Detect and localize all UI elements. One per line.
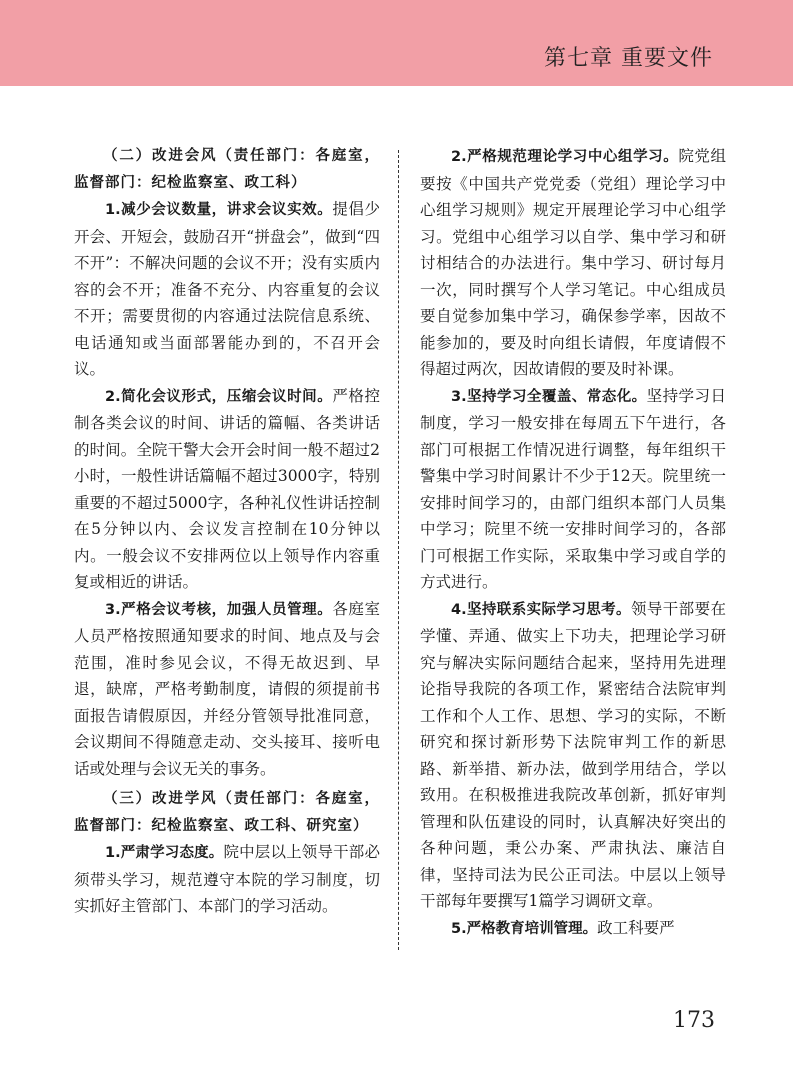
item-title: 5.严格教育培训管理。 bbox=[451, 920, 598, 937]
item-body: 各庭室人员严格按照通知要求的时间、地点及与会范围，准时参见会议，不得无故迟到、早退，缺席，严格考勤制度，请假的须提前书面报告请假原因，并经分管领导批准同意，会议期间不得随意走动、交头接耳、接听电话或处理与会议无关的事务。 bbox=[74, 599, 380, 778]
item-title: 3.严格会议考核，加强人员管理。 bbox=[105, 601, 333, 618]
item-title: 2.简化会议形式，压缩会议时间。 bbox=[105, 388, 333, 405]
item-title: 1.减少会议数量，讲求会议实效。 bbox=[105, 202, 333, 218]
page-number: 173 bbox=[673, 1008, 715, 1033]
column-divider bbox=[398, 150, 399, 950]
item-body: 提倡少开会、开短会，鼓励召开“拼盘会”，做到“四不开”：不解决问题的会议不开；没有实质内容的会不开；准备不充分、内容重复的会议不开；需要贯彻的内容通过法院信息系统、电话通知或当面部署能办到的，不召开会议。 bbox=[74, 200, 380, 378]
paragraph bbox=[420, 915, 726, 943]
item-title: 1.严肃学习态度。 bbox=[105, 845, 224, 861]
item-body: 领导干部要在学懂、弄通、做实上下功夫，把理论学习研究与解决实际问题结合起来，坚持用先进理论指导我院的各项工作，紧密结合法院审判工作和个人工作、思想、学习的实际，不断研究和探讨新形势下法院审判工作的新思路、新举措、新办法，做到学用结合，学以致用。在积极推进我院改革创新，抓好审判管理和队伍建设的同时，认真解决好突出的各种问题，秉公办案、严肃执法、廉洁自律，坚持司法为民公正司法。中层以上领导干部每年要撰写1篇学习调研文章。 bbox=[420, 599, 726, 910]
paragraph bbox=[74, 383, 380, 596]
item-title: 4.坚持联系实际学习思考。 bbox=[451, 601, 631, 618]
chapter-header-band bbox=[0, 0, 793, 86]
section-heading: （二）改进会风（责任部门：各庭室，监督部门：纪检监察室、政工科） bbox=[74, 148, 380, 191]
item-body: 院党组要按《中国共产党党委（党组）理论学习中心组学习规则》规定开展理论学习中心组学习。党组中心组学习以自学、集中学习和研讨相结合的办法进行。集中学习、研讨每月一次，同时撰写个人学习笔记。中心组成员要自觉参加集中学习，确保参学率，因故不能参加的，要及时向组长请假，年度请假不得超过两次，因故请假的要及时补课。 bbox=[420, 147, 726, 378]
item-body: 坚持学习日制度，学习一般安排在每周五下午进行，各部门可根据工作情况进行调整，每年组织干警集中学习时间累计不少于12天。院里统一安排时间学习的，由部门组织本部门人员集中学习；院里不统一安排时间学习的，各部门可根据工作实际，采取集中学习或自学的方式进行。 bbox=[420, 386, 726, 591]
item-title: 2.严格规范理论学习中心组学习。 bbox=[451, 149, 679, 165]
item-title: 3.坚持学习全覆盖、常态化。 bbox=[451, 388, 647, 405]
right-column bbox=[420, 143, 726, 942]
paragraph bbox=[420, 383, 726, 596]
item-body: 政工科要严 bbox=[597, 918, 675, 937]
item-body: 院中层以上领导干部必须带头学习，规范遵守本院的学习制度，切实抓好主管部门、本部门的学习活动。 bbox=[74, 843, 380, 915]
paragraph bbox=[420, 143, 726, 383]
paragraph bbox=[74, 596, 380, 783]
chapter-title: 第七章 重要文件 bbox=[544, 46, 713, 71]
paragraph bbox=[74, 196, 380, 383]
paragraph bbox=[74, 839, 380, 920]
item-body: 严格控制各类会议的时间、讲话的篇幅、各类讲话的时间。全院干警大会开会时间一般不超过2小时，一般性讲话篇幅不超过3000字，特别重要的不超过5000字，各种礼仪性讲话控制在5分钟以内、会议发言控制在10分钟以内。一般会议不安排两位以上领导作内容重复或相近的讲话。 bbox=[74, 386, 380, 591]
section-heading: （三）改进学风（责任部门：各庭室，监督部门：纪检监察室、政工科、研究室） bbox=[74, 791, 380, 834]
left-column bbox=[74, 143, 380, 920]
paragraph bbox=[420, 596, 726, 915]
